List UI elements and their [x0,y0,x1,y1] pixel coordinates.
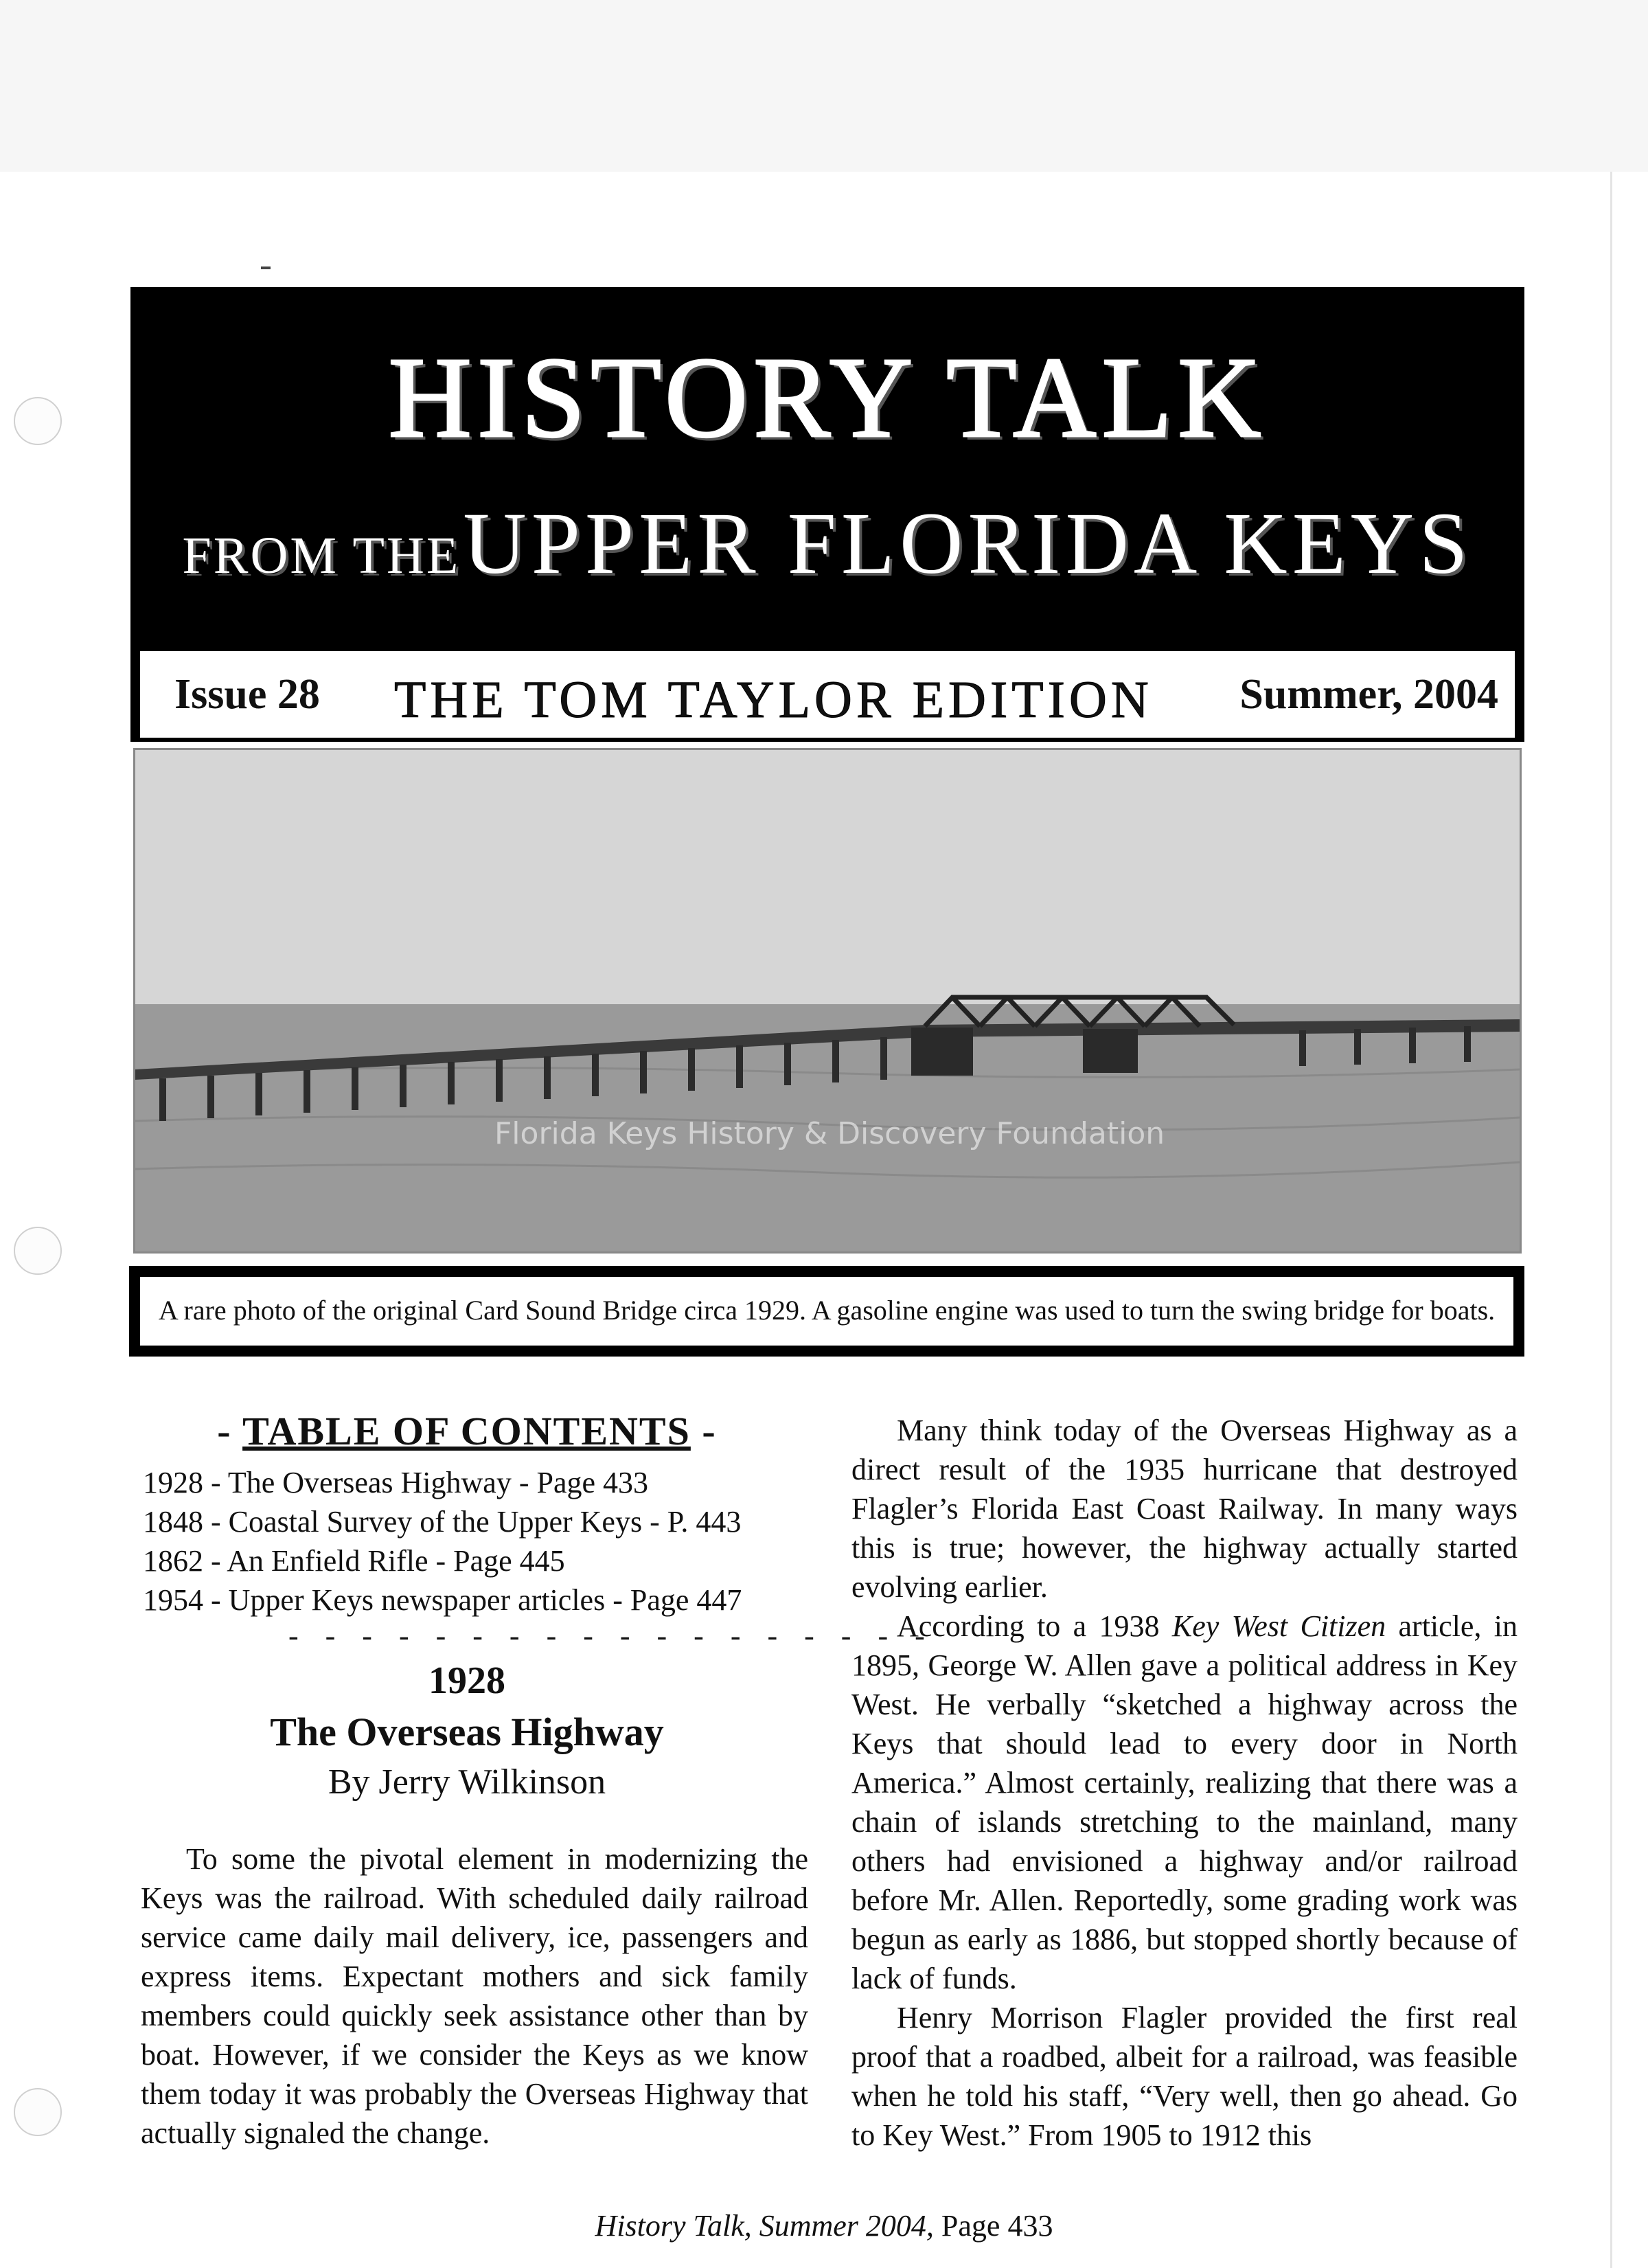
scan-speck [261,267,271,269]
article-paragraph [851,1607,1518,1998]
article-year: 1928 [428,1659,505,1702]
toc-heading-text: TABLE OF CONTENTS [242,1409,691,1453]
toc-item: 1954 - Upper Keys newspaper articles - Page 447 [143,1583,742,1617]
toc-item: 1928 - The Overseas Highway - Page 433 [143,1466,649,1499]
punch-hole-top [14,397,62,445]
toc-heading-suffix: - [690,1409,717,1453]
paragraph-text: According to a 1938 [897,1609,1172,1643]
punch-hole-middle [14,1227,62,1275]
photo-caption: A rare photo of the original Card Sound Bridge circa 1929. A gasoline engine was used to turn the swing bridge for boats. [129,1266,1524,1357]
article-column-right [851,1411,1518,2155]
subtitle-upper-florida-keys: UPPER FLORIDA KEYS [463,495,1473,592]
issue-date: Summer, 2004 [1239,671,1498,718]
toc-item: 1862 - An Enfield Rifle - Page 445 [143,1544,565,1578]
paragraph-text: article, in 1895, George W. Allen gave a political address in Key West. He verbally “sketched a highway across the Keys that should lead to every door in North America.” Almost certainly, realizing that there was a chain of islands stretching to the mainland, many others had envisioned a highway and/or railroad before Mr. Allen. Reportedly, some grading work was begun as early as 1886, but stopped shortly because of lack of funds. [851,1609,1518,1995]
article-column-left [141,1839,808,2153]
page-footer [0,2208,1648,2243]
article-byline: By Jerry Wilkinson [328,1762,606,1802]
toc-divider: - - - - - - - - - - - - - - - - - - [288,1619,935,1653]
masthead [130,287,1524,651]
subtitle-from-the: FROM THE [182,527,461,585]
footer-publication: History Talk, Summer 2004, [595,2209,934,2243]
issue-number: Issue 28 [174,671,320,718]
newsletter-subtitle [130,493,1524,594]
newspaper-name: Key West Citizen [1171,1609,1386,1643]
footer-page-number: Page 433 [941,2209,1053,2243]
article-title: The Overseas Highway [270,1710,664,1754]
article-paragraph: To some the pivotal element in modernizing the Keys was the railroad. With scheduled daily railroad service came daily mail delivery, ice, passengers and express items. Expectant mothers and sick family members could quickly seek assistance other than by boat. However, if we consider the Keys as we know them today it was probably the Overseas Highway that actually signaled the change. [141,1842,808,2150]
scan-margin [0,0,1648,172]
issue-bar [130,651,1524,742]
toc-heading [137,1408,797,1454]
toc-list [143,1463,829,1620]
newsletter-title: HISTORY TALK [388,334,1267,462]
edition-title: THE TOM TAYLOR EDITION [394,671,1153,729]
article-paragraph: Many think today of the Overseas Highway as a direct result of the 1935 hurricane that destroyed Flagler’s Florida East Coast Railway. In many ways this is true; however, the highway actually started evolving earlier. [851,1414,1518,1604]
article-paragraph: Henry Morrison Flagler provided the first real proof that a roadbed, albeit for a railroad, was feasible when he told his staff, “Very well, then go ahead. Go to Key West.” From 1905 to 1912 this [851,2001,1518,2152]
photo-watermark: Florida Keys History & Discovery Foundation [494,1116,1165,1151]
bridge-illustration [135,750,1520,1251]
card-sound-bridge-photo [133,748,1522,1254]
toc-heading-prefix: - [217,1409,243,1453]
punch-hole-bottom [14,2088,62,2136]
toc-item: 1848 - Coastal Survey of the Upper Keys - P. 443 [143,1505,742,1539]
